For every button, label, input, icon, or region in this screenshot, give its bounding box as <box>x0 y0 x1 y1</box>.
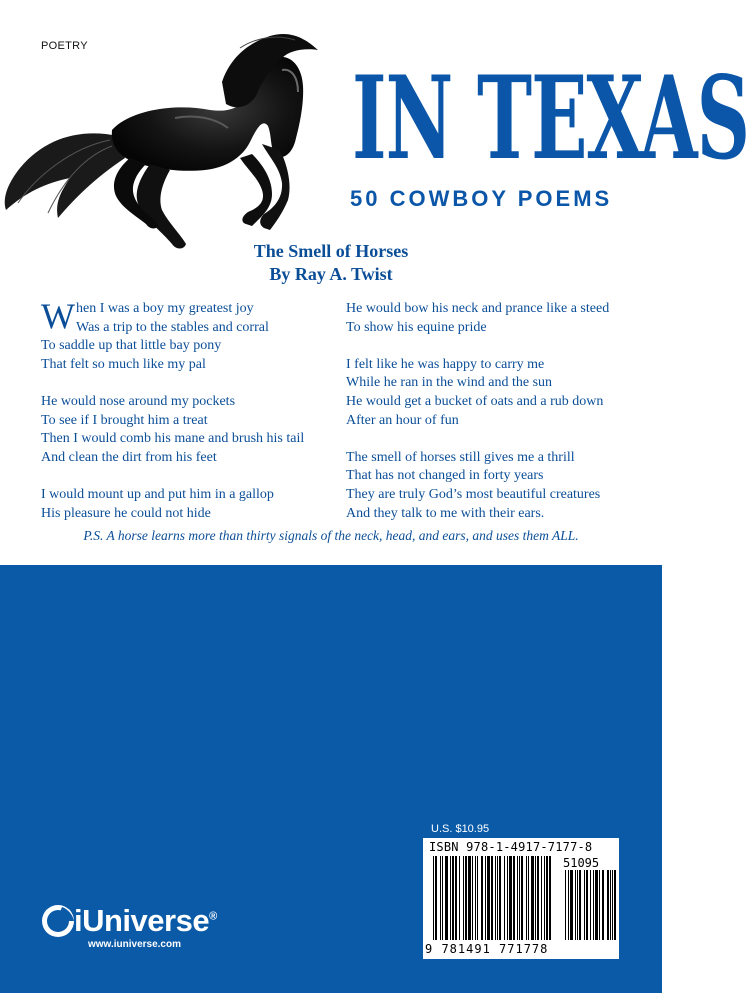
barcode-bar <box>472 856 473 940</box>
barcode-bar <box>475 856 476 940</box>
barcode-bar <box>549 856 551 940</box>
barcode-addon-bar <box>570 870 573 940</box>
publisher-url: www.iuniverse.com <box>88 939 181 950</box>
barcode-addon-bar <box>612 870 613 940</box>
barcode-digits: 9 781491 771778 <box>425 942 549 956</box>
book-title: IN TEXAS <box>352 52 749 187</box>
poem-line: hen I was a boy my greatest joy <box>75 301 254 316</box>
stanza <box>346 300 646 337</box>
barcode-bar <box>497 856 498 940</box>
poem-title: The Smell of Horses <box>253 241 409 261</box>
barcode-bar <box>546 856 548 940</box>
iuniverse-logo-icon <box>40 901 76 941</box>
barcode-addon-bar <box>607 870 609 940</box>
barcode-bar <box>535 856 536 940</box>
genre-label: POETRY <box>41 40 88 52</box>
publisher-name <box>74 903 217 939</box>
poem-line: He would bow his neck and prance like a steed <box>346 301 610 316</box>
stanza <box>41 486 331 523</box>
barcode-bar <box>541 856 542 940</box>
barcode-addon-bar <box>602 870 604 940</box>
barcode-bar <box>450 856 451 940</box>
barcode-panel <box>423 838 619 959</box>
barcode-bar <box>519 856 520 940</box>
poem-line: Then I would comb his mane and brush his tail <box>41 431 305 447</box>
barcode-bar <box>487 856 490 940</box>
barcode-bar <box>477 856 478 940</box>
barcode-bar <box>507 856 508 940</box>
barcode-bar <box>491 856 493 940</box>
poem-line: They are truly God’s most beautiful creatures <box>346 486 601 502</box>
barcode-bar <box>537 856 539 940</box>
barcode-bar <box>459 856 460 940</box>
barcode-addon-bar <box>610 870 611 940</box>
barcode-addon-digits: 51095 <box>563 856 600 870</box>
poem-line: His pleasure he could not hide <box>41 505 211 521</box>
barcode-bar <box>463 856 464 940</box>
barcode-bar <box>517 856 518 940</box>
poem-line: And clean the dirt from his feet <box>41 449 217 465</box>
barcode-bar <box>495 856 496 940</box>
price-label: U.S. $10.95 <box>431 823 490 835</box>
poem-line: I would mount up and put him in a gallop <box>41 486 274 502</box>
barcode-bar <box>485 856 486 940</box>
barcode-addon-bar <box>599 870 600 940</box>
poem-line: And they talk to me with their ears. <box>346 505 545 521</box>
poem-line: That has not changed in forty years <box>346 468 544 484</box>
barcode-bar <box>481 856 483 940</box>
poem-line: While he ran in the wind and the sun <box>346 375 553 391</box>
barcode-addon-bar <box>584 870 585 940</box>
barcode-bar <box>528 856 529 940</box>
barcode-addon-bar <box>568 870 569 940</box>
poem-line: That felt so much like my pal <box>41 356 206 372</box>
publisher-logo <box>40 895 280 955</box>
barcode-bar <box>442 856 443 940</box>
poem-line: He would get a bucket of oats and a rub down <box>346 393 604 409</box>
barcode-bar <box>544 856 545 940</box>
barcode-addon-bar <box>579 870 581 940</box>
barcode-bar <box>468 856 471 940</box>
barcode-bar <box>526 856 527 940</box>
horse-illustration <box>0 18 330 250</box>
poem-line: He would nose around my pockets <box>41 393 236 409</box>
barcode-addon-bar <box>614 870 616 940</box>
barcode-bar <box>445 856 448 940</box>
barcode-bar <box>513 856 515 940</box>
barcode-addon-bar <box>565 870 566 940</box>
poem-line: After an hour of fun <box>346 412 459 428</box>
poem-author: By Ray A. Twist <box>269 264 393 284</box>
barcode-addon-bar <box>593 870 594 940</box>
stanza <box>346 356 646 430</box>
barcode-addon-bar <box>590 870 591 940</box>
poem-line: The smell of horses still gives me a thrill <box>346 449 575 465</box>
barcode-bar <box>531 856 534 940</box>
drop-cap: W <box>41 296 75 336</box>
stanza <box>41 393 331 467</box>
poem-right-column <box>346 300 646 542</box>
postscript: P.S. A horse learns more than thirty signals of the neck, head, and ears, and uses them ALL. <box>83 528 579 543</box>
barcode-bar <box>433 856 434 940</box>
stanza <box>346 449 646 523</box>
registered-mark: ® <box>209 910 217 923</box>
barcode-bar <box>435 856 437 940</box>
barcode-bar <box>440 856 441 940</box>
poem-line: I felt like he was happy to carry me <box>346 356 545 372</box>
stanza <box>41 296 331 374</box>
barcode-bar <box>499 856 501 940</box>
book-subtitle: 50 COWBOY POEMS <box>350 186 613 211</box>
barcode-bar <box>465 856 467 940</box>
barcode-bar <box>509 856 512 940</box>
poem-line: To see if I brought him a treat <box>41 412 208 428</box>
barcode-bar <box>452 856 454 940</box>
barcode-bar <box>455 856 457 940</box>
barcode-addon-bar <box>577 870 578 940</box>
poem-line: Was a trip to the stables and corral <box>75 319 269 335</box>
barcode-bar <box>521 856 523 940</box>
poem-line: To saddle up that little bay pony <box>41 338 222 354</box>
poem-line: To show his equine pride <box>346 319 487 335</box>
barcode-addon-bar <box>586 870 588 940</box>
barcode-bar <box>504 856 505 940</box>
barcode-addon-bar <box>595 870 598 940</box>
poem-left-column <box>41 296 331 542</box>
isbn-text: ISBN 978-1-4917-7177-8 <box>429 840 593 854</box>
publisher-name-text: iUniverse <box>74 903 210 938</box>
barcode-addon-bar <box>575 870 576 940</box>
